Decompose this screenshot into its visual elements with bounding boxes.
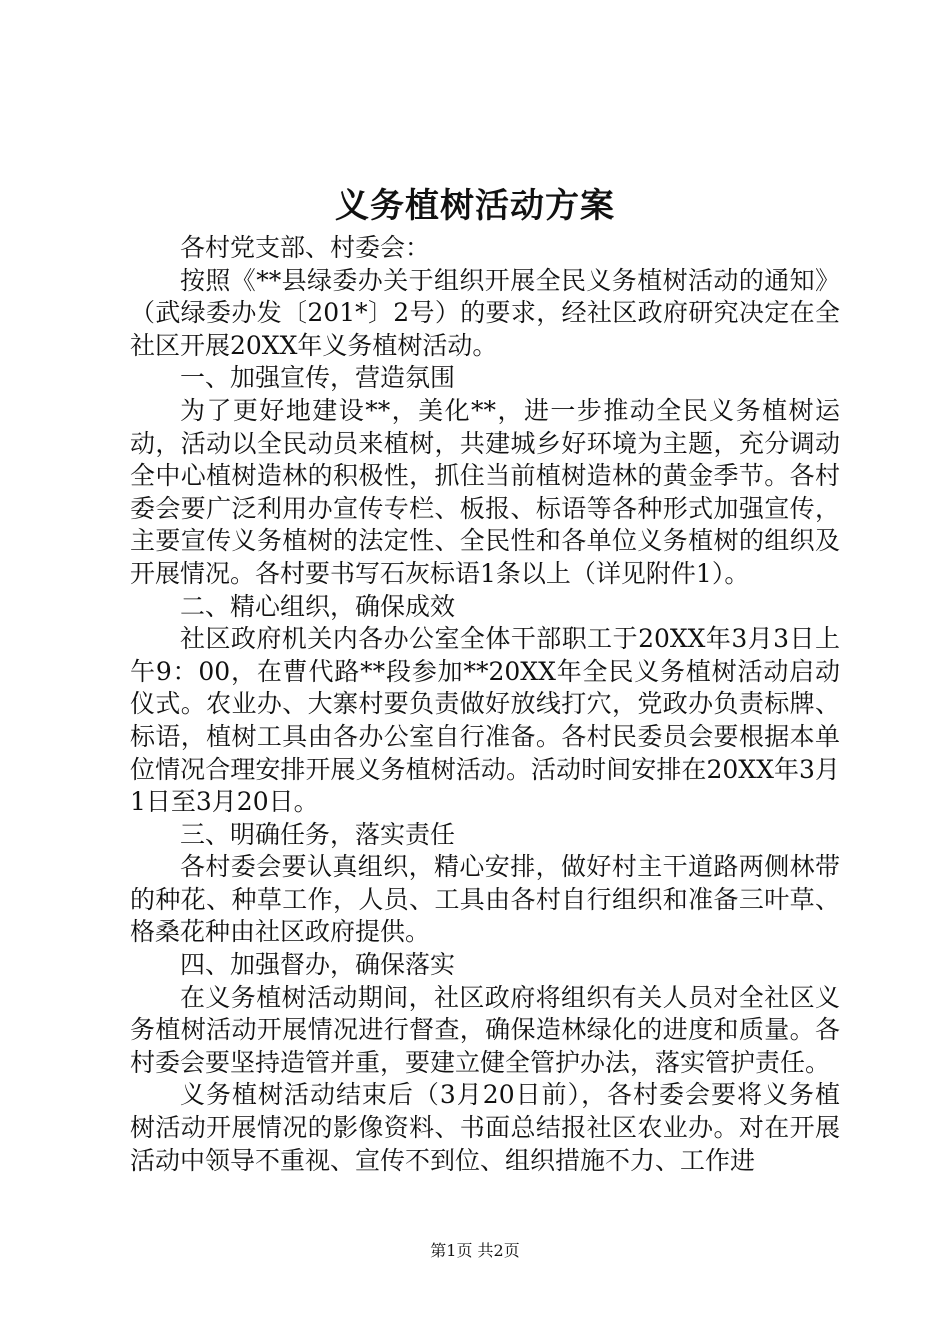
section-heading-4: 四、加强督办，确保落实 [180,950,456,980]
section-heading-2: 二、精心组织，确保成效 [180,591,456,621]
salutation: 各村党支部、村委会： [180,233,431,262]
document-title: 义务植树活动方案 [335,186,615,226]
section-4-paragraph: 在义务植树活动期间，社区政府将组织有关人员对全社区义务植树活动开展情况进行督查，确保造林绿化的进度和质量。各村委会要坚持造管并重，要建立健全管护办法，落实管护责任。 [130,982,840,1077]
section-2-paragraph: 社区政府机关内各办公室全体干部职工于20XX年3月3日上午9：00，在曹代路**段参加**20XX年全民义务植树活动启动仪式。农业办、大寨村要负责做好放线打穴，党政办负责标牌、标语，植树工具由各办公室自行准备。各村民委员会要根据本单位情况合理安排开展义务植树活动。活动时间安排在20XX年3月1日至3月20日。 [130,624,840,817]
section-heading-1: 一、加强宣传，营造氛围 [180,363,456,393]
section-1-paragraph: 为了更好地建设**，美化**，进一步推动全民义务植树运动，活动以全民动员来植树，共建城乡好环境为主题，充分调动全中心植树造林的积极性，抓住当前植树造林的黄金季节。各村委会要广泛利用办宣传专栏、板报、标语等各种形式加强宣传，主要宣传义务植树的法定性、全民性和各单位义务植树的组织及开展情况。各村要书写石灰标语1条以上（详见附件1）。 [130,395,840,588]
closing-paragraph: 义务植树活动结束后（3月20日前），各村委会要将义务植树活动开展情况的影像资料、书面总结报社区农业办。对在开展活动中领导不重视、宣传不到位、组织措施不力、工作进 [130,1080,840,1175]
section-heading-3: 三、明确任务，落实责任 [180,819,456,849]
page-footer: 第1页 共2页 [430,1241,520,1260]
document-body [130,232,840,1177]
intro-paragraph: 按照《**县绿委办关于组织开展全民义务植树活动的通知》（武绿委办发〔201*〕2号）的要求，经社区政府研究决定在全社区开展20XX年义务植树活动。 [130,265,840,360]
section-3-paragraph: 各村委会要认真组织，精心安排，做好村主干道路两侧林带的种花、种草工作，人员、工具由各村自行组织和准备三叶草、格桑花种由社区政府提供。 [130,852,840,947]
